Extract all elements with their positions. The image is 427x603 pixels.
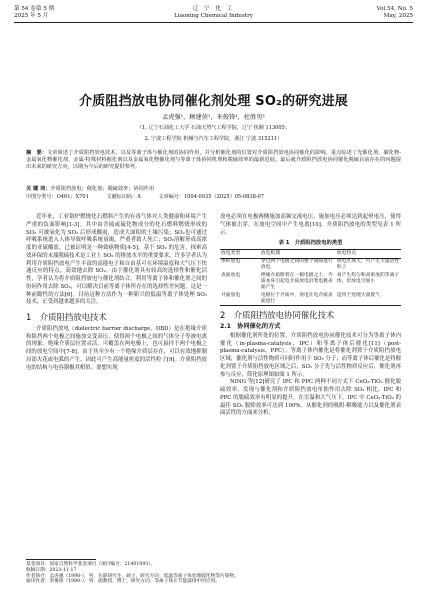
header-vol-en: Vol.54, No. 5 xyxy=(376,6,413,12)
affiliation-2: 2. 宁波工程学院 机械与汽车工程学院，浙江 宁波 315211） xyxy=(144,136,283,142)
header-journal xyxy=(14,6,413,19)
table-header-cell: 放电机理 xyxy=(260,250,281,256)
table-row xyxy=(220,272,401,292)
table-header-cell: 放电类型 xyxy=(221,250,241,256)
table-header-cell: 放电特点 xyxy=(336,250,357,256)
affiliation-1: （1. 辽宁石油化工大学 石油天然气工程学院，辽宁 抚顺 113005； xyxy=(136,125,291,131)
footnote-rule xyxy=(26,559,96,560)
footnote-author: 作者简介：孟虎强（1998-），男，在职研究生，硕士，研究方向：低温等离子体处理硫化物等污染物。 xyxy=(26,573,239,579)
header-volume-issue: 第 54 卷第 5 期 xyxy=(14,6,55,12)
left-column xyxy=(26,214,207,372)
keywords-label: 关 键 词： xyxy=(26,186,51,192)
table-cell: 体积放电 xyxy=(221,259,241,265)
journal-name-en: Liaoning Chemical Industry xyxy=(174,12,253,19)
footnote-funding: 基金项目：国家自然科学基金项目（项目编号：21401093）。 xyxy=(26,562,156,567)
doc-code: 文献标识码：A xyxy=(106,194,141,200)
table-cell: 易产生均匀和高密度的等离子体，但放电空间小 xyxy=(336,272,400,284)
table-cell: 绝缘介质附着在一根电极之上，介质本身引起电介质放电沿着电极表面产生 xyxy=(260,272,333,290)
footnote-received: 收稿日期：2023-11-17 xyxy=(26,567,77,573)
clc-number: 中图分类号：O461；X701 xyxy=(26,194,89,200)
keywords xyxy=(26,186,401,193)
intro-paragraph: 近年来，工业锅炉燃烧化石燃料产生的有毒气体对人类健康和环境产生严重的负面影响[1-3]。其中由含硫或硫化物成分的化石燃料燃烧形成的 SO₂ 可被氧化为 SO₃ 后形成酸雨，造成大面积的土壤污染；SO₂也可通过呼吸系统进入人体导致呼吸系统衰竭，严重者致人死亡；SO₂溶解形成高浓度的亚硫酸盐，已被证明是一种致癌物质[4-5]。基于 SO₂ 的危害，探索高效环保的末端脱硫技术是工业上 SO₂ 的排放水平的重要要求。许多学者认为利用介质阻挡放电产生丰富的高能电子和自由基可在环境温度和大气压下快速反应的特点，高效地去除 SO₂。由于催化剂具有较高的选择性和催化活性，学者认为将介质阻挡放电与催化剂结合，利用等离子体和催化剂之间的协同作用去除 SO₂，可以解决目前等离子体所存在的选择性差问题，这是一种前瞻性的方法[6]。目前这种方法作为一种新兴的低温等离子体处理 SO₂ 技术，正受到越来越多的关注。 xyxy=(26,214,207,306)
paper-title: 介质阻挡放电协同催化剂处理 SO₂的研究进展 xyxy=(78,94,349,109)
table-1 xyxy=(220,249,401,306)
table-row xyxy=(220,258,401,272)
table-row xyxy=(220,292,401,306)
table-cell: 电极位于介质中，放电在电介质表面进行 xyxy=(260,292,333,304)
abstract xyxy=(26,150,401,171)
footnotes xyxy=(26,562,401,585)
header-date-cn: 2025 年 5 月 xyxy=(14,12,49,19)
table-header-row xyxy=(220,250,401,259)
right-column xyxy=(220,214,401,418)
article-meta xyxy=(26,194,401,201)
abstract-text: 文章简述了介质阻挡放电技术、以及等离子体与催化剂的协同作用，并分析催化剂的位置对介质阻挡放电协同催化的影响。重点综述了光催化剂、碳化物-金属氧化物催化剂、金属-特殊材料催化剂以及金属氧化物催化剂与等离子体协同机理和脱硫效率的最新进展。最后就介质阻挡放电协同催化脱硫目前存在的问题提出未来的研究方向，以期为今后的研究提供参考。 xyxy=(26,150,401,170)
table-cell: 适用于处理大量废气 xyxy=(336,292,381,298)
section-1-heading: 1 介质阻挡放电技术 xyxy=(26,312,107,322)
header-date-en: May, 2025 xyxy=(383,12,413,19)
article-id: 文章编号：1004-0935（2025）05-0838-07 xyxy=(158,194,265,200)
abstract-label: 摘 要： xyxy=(26,150,48,156)
keywords-text: 介质阻挡放电；催化剂；脱硫效率；协同作用 xyxy=(50,186,155,192)
right-top-paragraph: 放电必须在电极两侧施加高频交流电压。施加电压必须达到起晕电压，使得气体被击穿，在放电空间中产生电离[10]。介质阻挡放电的类型见表 1 所示。 xyxy=(220,214,401,236)
section-1-paragraph: 介质阻挡放电（dielectric barrier discharge，DBD）是在绝缘介质和阻挡两个电极之间施加交变高压，使得两个电极之间的气体分子等被电离的现象。绝缘介质层位置灵活，可覆盖在两电极上，也可悬挂于两个电极之间的放电空间中[7-8]。由于其至少有一个绝缘介质层存在，可以有效地抑制局部火花或电弧的产生，因此可产生高能量密度的活性粒子[9]。介质阻挡放电的结构与电容器极其相似。要想实现 xyxy=(26,325,207,371)
table-cell: 穿过两个电极之间的整个间隙进行放电 xyxy=(260,259,333,271)
table-1-caption: 表 1 介质阻挡放电的类型 xyxy=(278,240,343,247)
section-2-1-paragraph-2: NING 等[12]研究了 IPC 和 PPC 两种不同方式下 CeO₂-TiO₂ 催化脱硫效率，发现与催化剂和介质阻挡放电单独作用去除 SO₂ 相比，IPC 和 PPC 的脱硫效率有明显的提升。在室温和大气压下，IPC 中 CeO₂-TiO₂ 的最佳 SO₂ 脱除效率可达到 100%。从催化剂的吸附-解吸能力以及催化剂表面活性的方面来分析， xyxy=(220,379,401,417)
running-header xyxy=(14,6,413,28)
table-cell: 放电区域大，可产生大量活性粒子 xyxy=(336,259,400,271)
table-cell: 共面放电 xyxy=(221,292,241,298)
journal-name-cn: 辽 宁 化 工 xyxy=(192,6,235,12)
section-2-heading: 2 介质阻挡放电协同催化技术 xyxy=(220,310,335,321)
section-2-1-heading: 2.1 协同催化的方式 xyxy=(220,323,281,331)
header-issue-en xyxy=(377,6,413,19)
authors: 孟虎强¹，顾建侦¹，米俊锋¹，杜胜男² xyxy=(162,114,265,121)
section-2-1-paragraph: 根据催化剂所处的位置，介质阻挡放电协同催化技术可分为等离子体内催化（in-plasma-catalysis，IPC）和等离子体后催化[11]（post-plasma-catalysis，PPC）。等离子体内催化是将催化剂置于介质阻挡放电区域，催化剂与活性物质可同时作用于 SO₂ 分子；而等离子体后催化是将催化剂置于介质阻挡放电区域之后，SO₂ 分子先与活性物质反应后，催化剂再参与反应，简化原理图如图 1 所示。 xyxy=(220,332,401,378)
footnote-corresponding: 通讯作者：米俊锋（1980-），男，副教授，博士，研究方向：等离子体在节能减排中的应用。 xyxy=(26,579,220,585)
table-cell: 表面放电 xyxy=(221,272,241,278)
header-rule xyxy=(14,22,413,23)
